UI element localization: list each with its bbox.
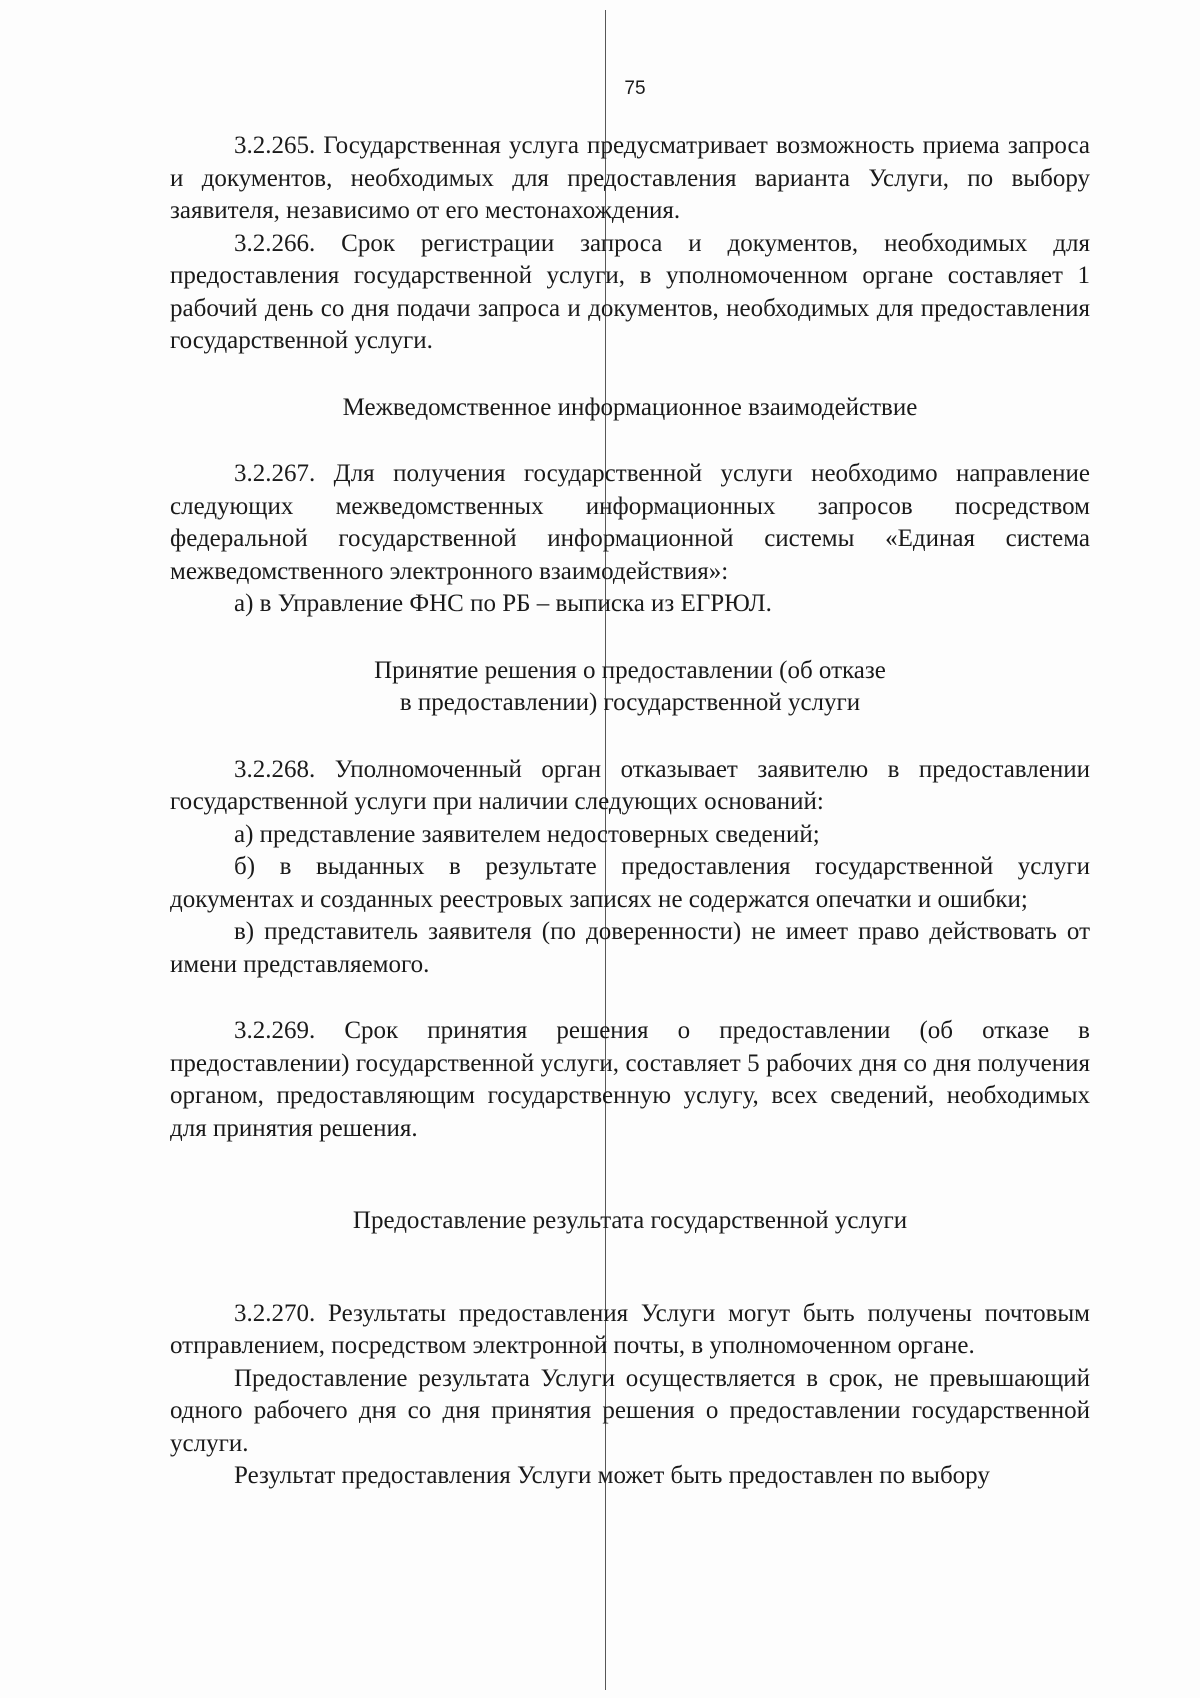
clause-3-2-268-item-b: б) в выданных в результате предоставления государственной услуги документах и созданных реестровых записях не содержатся опечатки и ошибки; xyxy=(170,853,1090,913)
clause-3-2-268: 3.2.268. Уполномоченный орган отказывает заявителю в предоставлении государственной услуги при наличии следующих оснований: xyxy=(170,755,1090,815)
clause-3-2-270-term: Предоставление результата Услуги осуществляется в срок, не превышающий одного рабочего дня со дня принятия решения о предоставлении государственной услуги. xyxy=(170,1364,1090,1457)
clause-3-2-266: 3.2.266. Срок регистрации запроса и документов, необходимых для предоставления государственной услуги, в уполномоченном органе составляет 1 рабочий день со дня подачи запроса и документов, необходимых для предоставления государственной услуги. xyxy=(170,229,1090,354)
clause-3-2-267: 3.2.267. Для получения государственной услуги необходимо направление следующих межведомственных информационных запросов посредством федеральной государственной информационной системы «Единая система межведомственного электронного взаимодействия»: xyxy=(170,460,1090,585)
document-body xyxy=(170,130,1090,1493)
clause-3-2-270: 3.2.270. Результаты предоставления Услуги могут быть получены почтовым отправлением, посредством электронной почты, в уполномоченном органе. xyxy=(170,1299,1090,1359)
section-heading-decision: Принятие решения о предоставлении (об отказе в предоставлении) государственной услуги xyxy=(374,656,886,716)
section-heading-result: Предоставление результата государственной услуги xyxy=(352,1207,908,1234)
clause-3-2-265: 3.2.265. Государственная услуга предусматривает возможность приема запроса и документов, необходимых для предоставления варианта Услуги, по выбору заявителя, независимо от его местонахождения. xyxy=(170,132,1090,224)
clause-3-2-270-choice: Результат предоставления Услуги может быть предоставлен по выбору xyxy=(234,1462,990,1489)
clause-3-2-269: 3.2.269. Срок принятия решения о предоставлении (об отказе в предоставлении) государственной услуги, составляет 5 рабочих дня со дня получения органом, предоставляющим государственную услугу, всех сведений, необходимых для принятия решения. xyxy=(170,1017,1090,1142)
page-number: 75 xyxy=(624,78,646,99)
clause-3-2-268-item-a: а) представление заявителем недостоверных сведений; xyxy=(234,820,820,848)
clause-3-2-268-item-c: в) представитель заявителя (по доверенности) не имеет право действовать от имени представляемого. xyxy=(170,918,1090,978)
clause-3-2-267-item-a: а) в Управление ФНС по РБ – выписка из ЕГРЮЛ. xyxy=(234,590,772,617)
section-heading-interagency: Межведомственное информационное взаимодействие xyxy=(342,393,918,421)
